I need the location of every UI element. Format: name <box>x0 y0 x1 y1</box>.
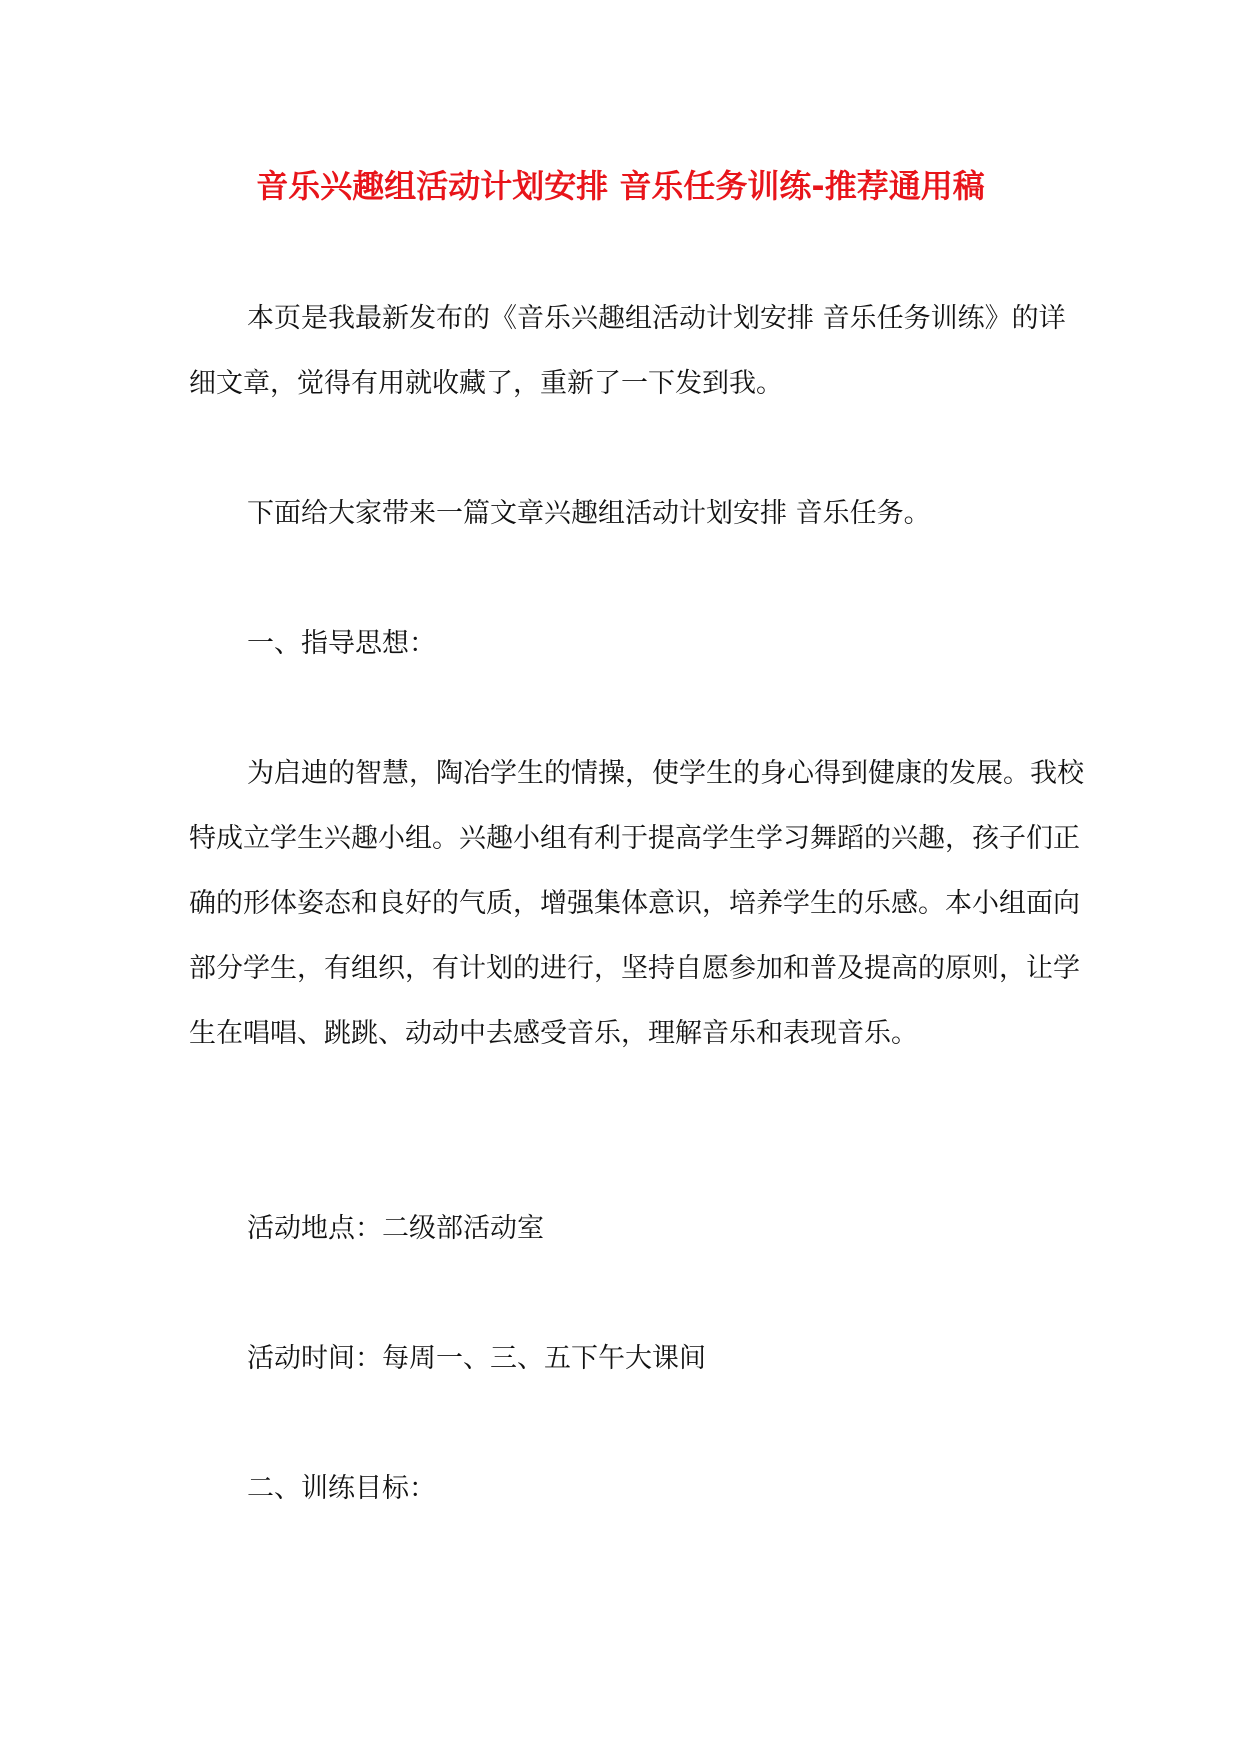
guiding-thought-paragraph: 为启迪的智慧，陶冶学生的情操，使学生的身心得到健康的发展。我校特成立学生兴趣小组。兴趣小组有利于提高学生学习舞蹈的兴趣，孩子们正确的形体姿态和良好的气质，增强集体意识，培养学生的乐感。本小组面向部分学生，有组织，有计划的进行，坚持自愿参加和普及提高的原则，让学生在唱唱、跳跳、动动中去感受音乐，理解音乐和表现音乐。 <box>189 758 1084 1049</box>
section-heading-guiding-thought: 一、指导思想： <box>247 628 436 659</box>
activity-time: 活动时间：每周一、三、五下午大课间 <box>247 1343 706 1374</box>
lead-paragraph: 下面给大家带来一篇文章兴趣组活动计划安排 音乐任务。 <box>247 498 931 529</box>
document-title: 音乐兴趣组活动计划安排 音乐任务训练-推荐通用稿 <box>256 167 985 205</box>
intro-paragraph: 本页是我最新发布的《音乐兴趣组活动计划安排 音乐任务训练》的详细文章，觉得有用就收藏了，重新了一下发到我。 <box>189 303 1066 399</box>
activity-place: 活动地点：二级部活动室 <box>247 1213 544 1244</box>
section-heading-training-goals: 二、训练目标： <box>247 1473 436 1504</box>
